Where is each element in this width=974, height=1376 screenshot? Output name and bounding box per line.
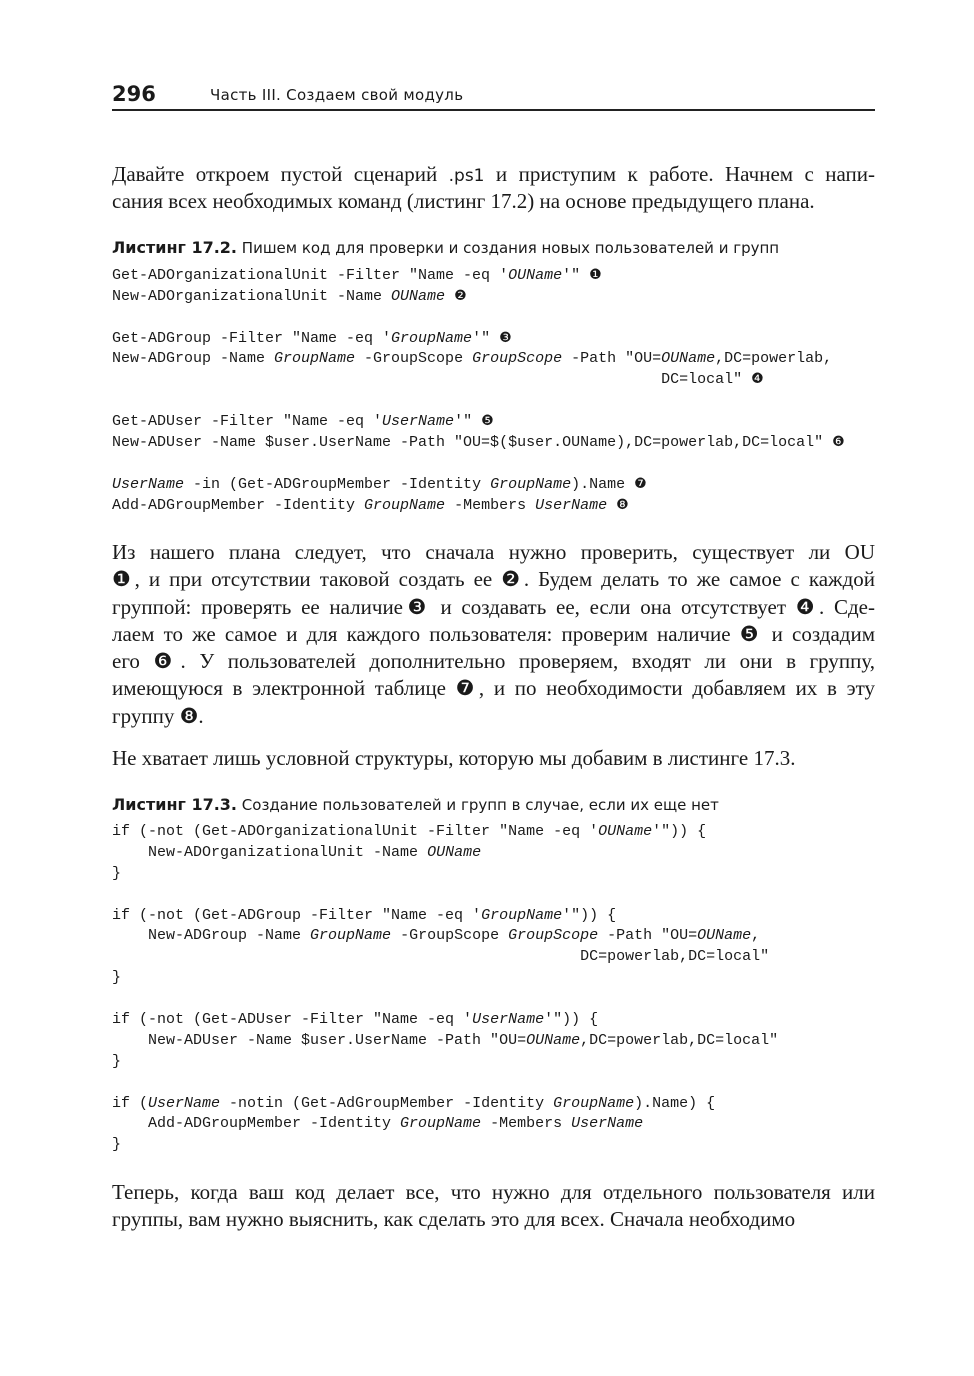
code-segment: Add-ADGroupMember -Identity: [112, 1115, 401, 1133]
callout-marker: ❻: [832, 434, 845, 451]
callout-marker: ❹: [751, 371, 764, 388]
code-segment: }: [112, 864, 122, 882]
code-segment: GroupName: [481, 906, 563, 924]
text-line: [112, 566, 875, 593]
code-segment: GroupName: [490, 475, 572, 493]
code-line: [112, 947, 778, 968]
text-line: [112, 648, 875, 675]
listing-caption-text: Пишем код для проверки и создания новых пользователей и групп: [241, 239, 780, 257]
code-line: [112, 968, 778, 989]
text-segment: группой: проверять ее наличие❸ и создавать ее, если она отсутствует ❹. Сде-: [112, 594, 875, 619]
code-line: [112, 864, 778, 885]
code-segment: ).Name) {: [634, 1094, 716, 1112]
code-segment: UserName: [148, 1094, 221, 1112]
code-segment: GroupName: [274, 349, 356, 367]
code-segment: New-ADUser -Name $user.UserName -Path "OU=: [112, 1031, 527, 1049]
code-segment: OUName: [508, 267, 563, 284]
code-segment: New-ADUser -Name $user.UserName -Path "OU=$($user.OUName),DC=powerlab,DC=local": [112, 434, 833, 452]
code-segment: '": [454, 413, 482, 431]
text-segment: .ps1: [448, 166, 485, 186]
text-segment: и приступим к работе. Начнем с напи-: [484, 162, 875, 186]
text-segment: сания всех необходимых команд (листинг 17.2) на основе предыдущего плана.: [112, 189, 815, 214]
code-segment: New-ADGroup -Name: [112, 927, 311, 945]
code-line: [112, 1073, 778, 1094]
code-segment: ,DC=powerlab,DC=local": [580, 1031, 779, 1049]
code-segment: Get-ADUser -Filter "Name -eq ': [112, 413, 383, 431]
listing-label: Листинг 17.2.: [112, 238, 238, 257]
text-segment: Не хватает лишь условной структуры, которую мы добавим в листинге 17.3.: [112, 746, 796, 770]
code-segment: GroupName: [310, 927, 392, 945]
code-segment: UserName: [112, 475, 185, 493]
code-segment: '": [562, 267, 590, 284]
code-segment: OUName: [427, 843, 482, 861]
code-segment: [445, 288, 454, 305]
callout-marker: ❺: [481, 413, 494, 430]
code-segment: -Path "OU=: [598, 927, 698, 945]
code-segment: UserName: [571, 1115, 644, 1133]
code-line: [112, 474, 845, 495]
code-segment: Get-ADGroup -Filter "Name -eq ': [112, 329, 392, 347]
code-segment: if (-not (Get-ADGroup -Filter "Name -eq ': [112, 906, 482, 924]
text-line: [112, 188, 875, 215]
code-segment: ,DC=powerlab,: [715, 349, 833, 367]
code-line: [112, 390, 845, 411]
code-line: [112, 926, 778, 947]
code-segment: GroupScope: [508, 927, 599, 945]
code-line: [112, 495, 845, 516]
code-listing-17-2: [112, 265, 845, 516]
code-segment: New-ADGroup -Name: [112, 349, 275, 367]
code-segment: -Members: [481, 1115, 572, 1133]
code-line: [112, 328, 845, 349]
code-line: [112, 411, 845, 432]
code-segment: DC=powerlab,DC=local": [112, 948, 770, 966]
code-segment: '": [472, 329, 500, 347]
code-line: [112, 349, 845, 370]
code-segment: ,: [751, 927, 761, 945]
code-line: [112, 1135, 778, 1156]
code-line: [112, 286, 845, 307]
code-line: [112, 1052, 778, 1073]
code-segment: if (-not (Get-ADUser -Filter "Name -eq ': [112, 1011, 473, 1029]
text-line: [112, 161, 875, 188]
text-segment: ❶, и при отсутствии таковой создать ее ❷. Будем делать то же самое с каждой: [112, 567, 875, 592]
text-line: [112, 703, 875, 730]
code-line: [112, 906, 778, 927]
code-segment: }: [112, 1052, 122, 1070]
callout-marker: ❶: [589, 267, 602, 283]
code-segment: GroupScope: [472, 349, 563, 367]
code-line: [112, 1031, 778, 1052]
code-segment: OUName: [526, 1031, 581, 1049]
code-segment: -Path "OU=: [562, 349, 662, 367]
code-segment: '")) {: [652, 823, 707, 840]
code-segment: DC=local": [112, 371, 752, 389]
code-line: [112, 885, 778, 906]
code-segment: ).Name: [571, 475, 635, 493]
code-segment: GroupName: [391, 329, 473, 347]
running-header-title: Часть III. Создаем свой модуль: [210, 86, 464, 104]
code-segment: '")) {: [562, 906, 617, 924]
listing-caption: [112, 238, 779, 257]
code-segment: }: [112, 969, 122, 987]
text-line: [112, 1206, 875, 1233]
text-line: [112, 539, 875, 566]
callout-marker: ❸: [499, 329, 512, 346]
code-segment: GroupName: [553, 1094, 635, 1112]
code-segment: -GroupScope: [355, 349, 473, 367]
text-segment: Давайте откроем пустой сценарий: [112, 162, 449, 186]
code-line: [112, 843, 778, 864]
code-segment: [607, 497, 616, 514]
code-listing-17-3: [112, 822, 778, 1156]
code-segment: OUName: [661, 349, 716, 367]
paragraph-transition: [112, 745, 875, 772]
text-segment: группы, вам нужно выяснить, как сделать это для всех. Сначала необходимо: [112, 1207, 796, 1232]
code-line: [112, 989, 778, 1010]
code-segment: Get-ADOrganizationalUnit -Filter "Name -eq ': [112, 267, 509, 284]
code-segment: UserName: [382, 413, 455, 431]
code-segment: OUName: [391, 287, 446, 305]
code-line: [112, 822, 778, 843]
text-segment: Теперь, когда ваш код делает все, что нужно для отдельного пользователя или: [112, 1180, 875, 1204]
callout-marker: ❷: [454, 287, 467, 304]
code-segment: -notin (Get-AdGroupMember -Identity: [220, 1094, 554, 1112]
text-line: [112, 675, 875, 702]
code-line: [112, 453, 845, 474]
code-line: [112, 1114, 778, 1135]
code-segment: if (-not (Get-ADOrganizationalUnit -Filter "Name -eq ': [112, 823, 599, 840]
paragraph-explanation: [112, 539, 875, 730]
text-segment: лаем то же самое и для каждого пользователя: проверим наличие ❺ и создадим: [112, 621, 875, 646]
code-segment: OUName: [697, 927, 752, 945]
text-line: [112, 745, 875, 772]
paragraph-closing: [112, 1179, 875, 1234]
code-line: [112, 369, 845, 390]
text-segment: Из нашего плана следует, что сначала нужно проверить, существует ли OU: [112, 540, 875, 564]
code-line: [112, 1010, 778, 1031]
code-segment: -in (Get-ADGroupMember -Identity: [184, 475, 491, 493]
code-segment: '")) {: [544, 1011, 599, 1029]
code-line: [112, 432, 845, 453]
code-segment: OUName: [598, 823, 653, 840]
code-segment: -Members: [445, 496, 536, 514]
listing-label: Листинг 17.3.: [112, 795, 238, 814]
code-segment: UserName: [472, 1011, 545, 1029]
code-segment: }: [112, 1136, 122, 1154]
code-segment: -GroupScope: [391, 927, 509, 945]
code-segment: Add-ADGroupMember -Identity: [112, 496, 365, 514]
code-segment: GroupName: [364, 496, 446, 514]
code-segment: New-ADOrganizationalUnit -Name: [112, 843, 428, 861]
code-segment: UserName: [535, 496, 608, 514]
code-segment: New-ADOrganizationalUnit -Name: [112, 287, 392, 305]
text-line: [112, 1179, 875, 1206]
code-line: [112, 307, 845, 328]
page-number: 296: [112, 82, 156, 106]
callout-marker: ❼: [634, 475, 647, 492]
code-segment: GroupName: [400, 1115, 482, 1133]
text-segment: его ❻. У пользователей дополнительно проверяем, входят ли они в группу,: [112, 649, 875, 674]
listing-caption: [112, 795, 719, 814]
callout-marker: ❽: [616, 496, 629, 513]
text-line: [112, 621, 875, 648]
listing-caption-text: Создание пользователей и групп в случае, если их еще нет: [241, 796, 719, 814]
code-line: [112, 1094, 778, 1115]
paragraph-intro: [112, 161, 875, 216]
text-segment: имеющуюся в электронной таблице ❼, и по необходимости добавляем их в эту: [112, 676, 875, 701]
code-line: [112, 265, 845, 286]
text-segment: группу ❽.: [112, 703, 204, 728]
header-rule: [112, 109, 875, 111]
text-line: [112, 594, 875, 621]
code-segment: if (: [112, 1094, 149, 1112]
